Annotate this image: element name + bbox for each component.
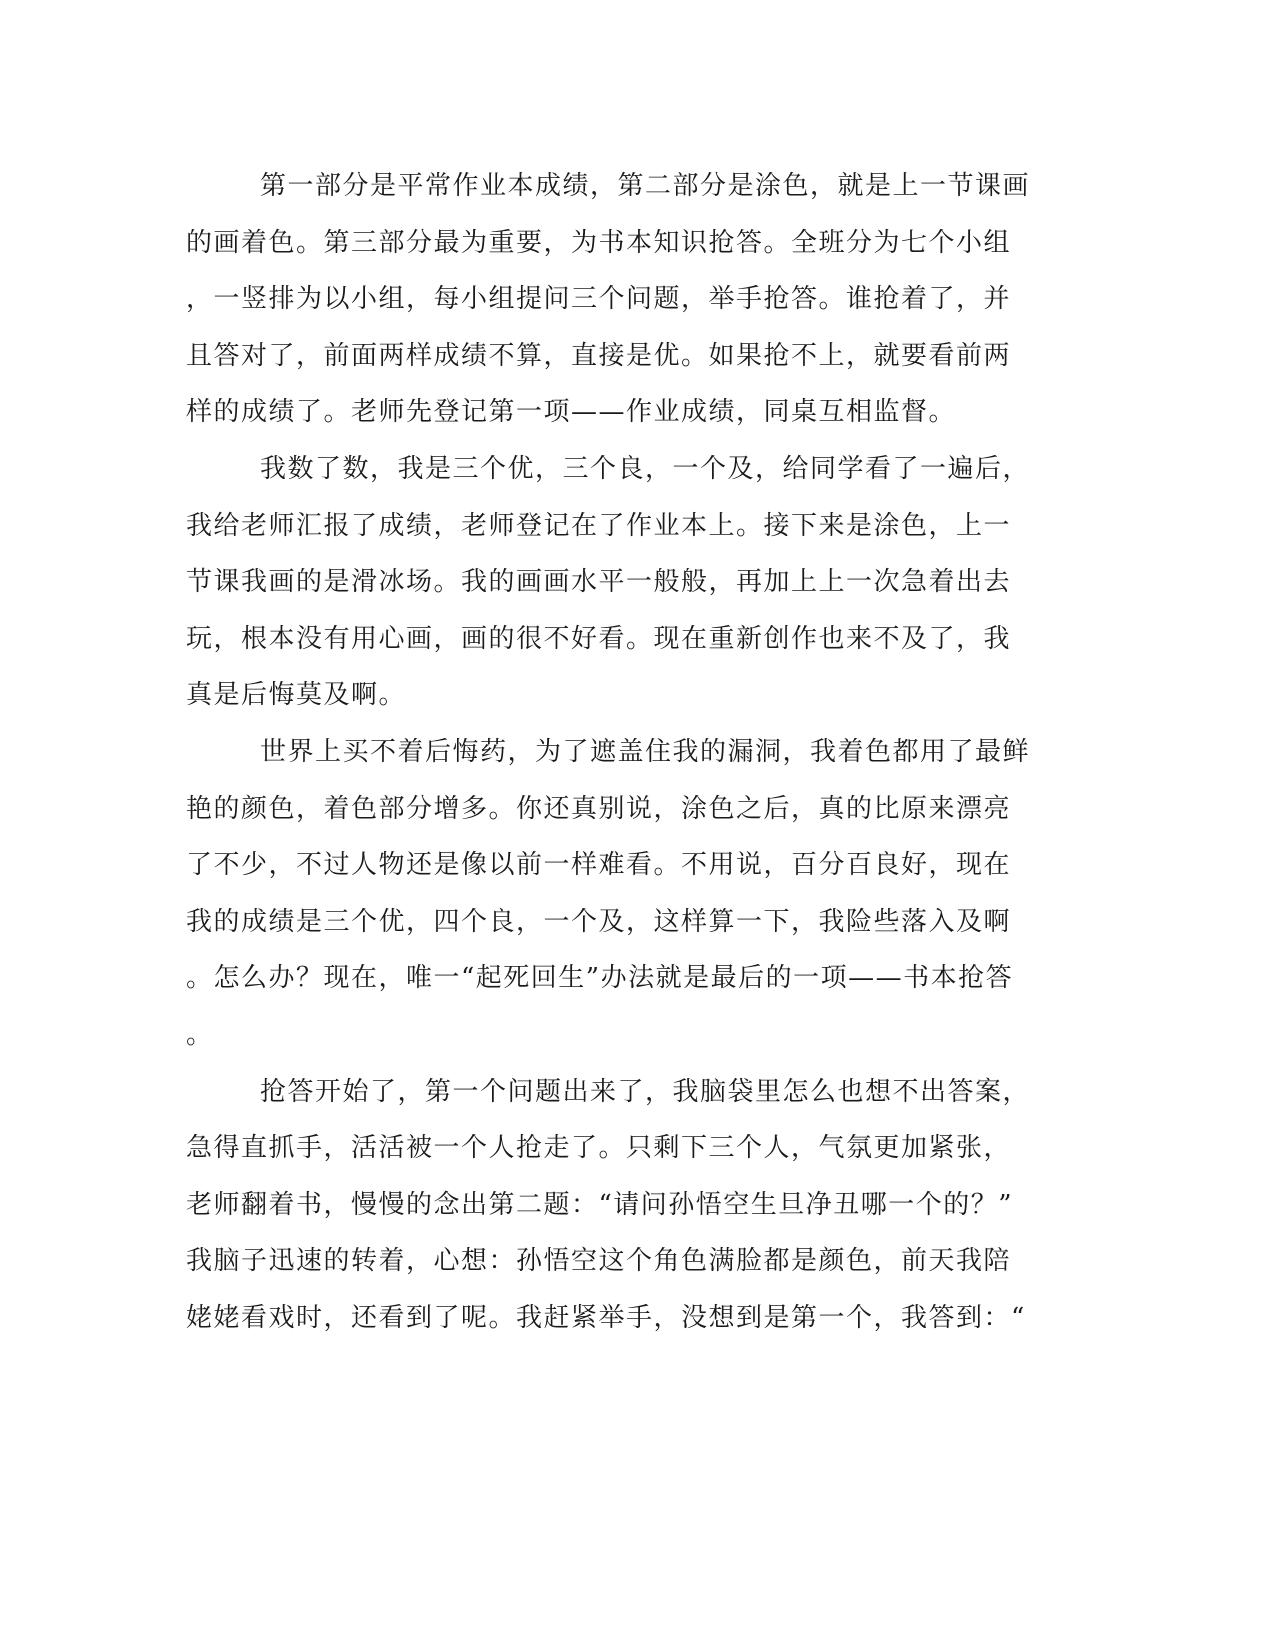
text-line: 世界上买不着后悔药，为了遮盖住我的漏洞，我着色都用了最鲜	[260, 736, 1031, 767]
text-line: 姥姥看戏时，还看到了呢。我赶紧举手，没想到是第一个，我答到：“	[186, 1302, 1026, 1333]
text-line: 我脑子迅速的转着，心想：孙悟空这个角色满脸都是颜色，前天我陪	[186, 1246, 1012, 1277]
text-line: 我的成绩是三个优，四个良，一个及，这样算一下，我险些落入及啊	[186, 906, 1012, 937]
paragraph-1	[186, 158, 1066, 441]
text-line: 我数了数，我是三个优，三个良，一个及，给同学看了一遍后，	[260, 453, 1031, 484]
text-line: 的画着色。第三部分最为重要，为书本知识抢答。全班分为七个小组	[186, 227, 1012, 258]
text-line: 真是后悔莫及啊。	[186, 680, 407, 711]
paragraph-2	[186, 441, 1066, 724]
paragraph-4	[186, 1064, 1066, 1347]
text-line: 节课我画的是滑冰场。我的画画水平一般般，再加上上一次急着出去	[186, 567, 1012, 598]
text-line: 急得直抓手，活活被一个人抢走了。只剩下三个人，气氛更加紧张，	[186, 1133, 1012, 1164]
text-line: 且答对了，前面两样成绩不算，直接是优。如果抢不上，就要看前两	[186, 340, 1012, 371]
text-line: 。怎么办？现在，唯一“起死回生”办法就是最后的一项——书本抢答	[186, 963, 1014, 994]
text-line: 抢答开始了，第一个问题出来了，我脑袋里怎么也想不出答案，	[260, 1076, 1031, 1107]
text-line: ，一竖排为以小组，每小组提问三个问题，举手抢答。谁抢着了，并	[186, 284, 1012, 315]
text-line: 老师翻着书，慢慢的念出第二题：“请问孙悟空生旦净丑哪一个的？”	[186, 1189, 1014, 1220]
paragraph-3	[186, 724, 1066, 1064]
text-line: 。	[186, 1019, 214, 1050]
text-line: 了不少，不过人物还是像以前一样难看。不用说，百分百良好，现在	[186, 850, 1012, 881]
text-line: 我给老师汇报了成绩，老师登记在了作业本上。接下来是涂色，上一	[186, 510, 1012, 541]
text-line: 玩，根本没有用心画，画的很不好看。现在重新创作也来不及了，我	[186, 623, 1012, 654]
document-body	[186, 158, 1066, 1346]
text-line: 样的成绩了。老师先登记第一项——作业成绩，同桌互相监督。	[186, 397, 957, 428]
text-line: 第一部分是平常作业本成绩，第二部分是涂色，就是上一节课画	[260, 171, 1031, 201]
text-line: 艳的颜色，着色部分增多。你还真别说，涂色之后，真的比原来漂亮	[186, 793, 1012, 824]
